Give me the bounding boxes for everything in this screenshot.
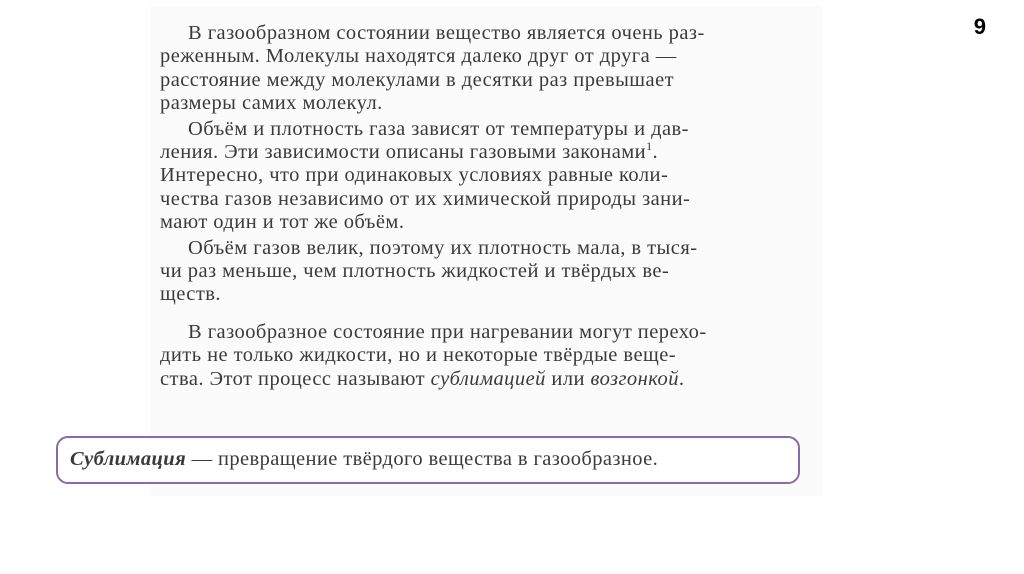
paragraph-gas-density: [160, 237, 800, 307]
term-sublimation: сублимацией: [430, 367, 546, 390]
text-line: чи раз меньше, чем плотность жидкостей и твёрдых ве-: [160, 260, 670, 283]
text-line: В газообразном состоянии вещество является очень раз-: [188, 22, 705, 44]
paragraph-gas-state: [160, 22, 800, 116]
text-line: ществ.: [160, 283, 221, 306]
text-segment: ления. Эти зависимости описаны газовыми законами: [160, 141, 647, 164]
text-line: Объём и плотность газа зависят от температуры и дав-: [188, 117, 689, 140]
definition-term: Сублимация: [70, 448, 187, 470]
text-line: дить не только жидкости, но и некоторые твёрдые веще-: [160, 344, 677, 367]
text-segment: .: [678, 367, 685, 390]
text-line: Объём газов велик, поэтому их плотность мала, в тыся-: [188, 236, 698, 259]
paragraph-gas-laws: [160, 118, 800, 235]
page-number: 9: [973, 14, 986, 39]
text-line-with-footnote: [160, 141, 800, 164]
definition-text: — превращение твёрдого вещества в газообразное.: [186, 448, 659, 470]
text-segment: .: [652, 141, 659, 164]
footnote-mark: 1: [646, 139, 653, 154]
text-block: [160, 22, 800, 393]
text-segment: ства. Этот процесс называют: [160, 367, 431, 390]
text-line: чества газов независимо от их химической природы зани-: [160, 187, 691, 210]
text-line: В газообразное состояние при нагревании могут перехо-: [188, 320, 707, 343]
paragraph-sublimation: [160, 321, 800, 391]
text-line: размеры самих молекул.: [160, 92, 383, 115]
text-line: реженным. Молекулы находятся далеко друг от друга —: [160, 45, 677, 68]
text-line: мают один и тот же объём.: [160, 211, 405, 234]
text-segment: или: [545, 367, 591, 390]
text-line: расстояние между молекулами в десятки раз превышает: [160, 68, 675, 91]
term-vozgonka: возгонкой: [590, 367, 679, 390]
text-line-with-terms: [160, 368, 800, 391]
definition-box: [56, 436, 800, 484]
text-line: Интересно, что при одинаковых условиях равные коли-: [160, 164, 669, 187]
